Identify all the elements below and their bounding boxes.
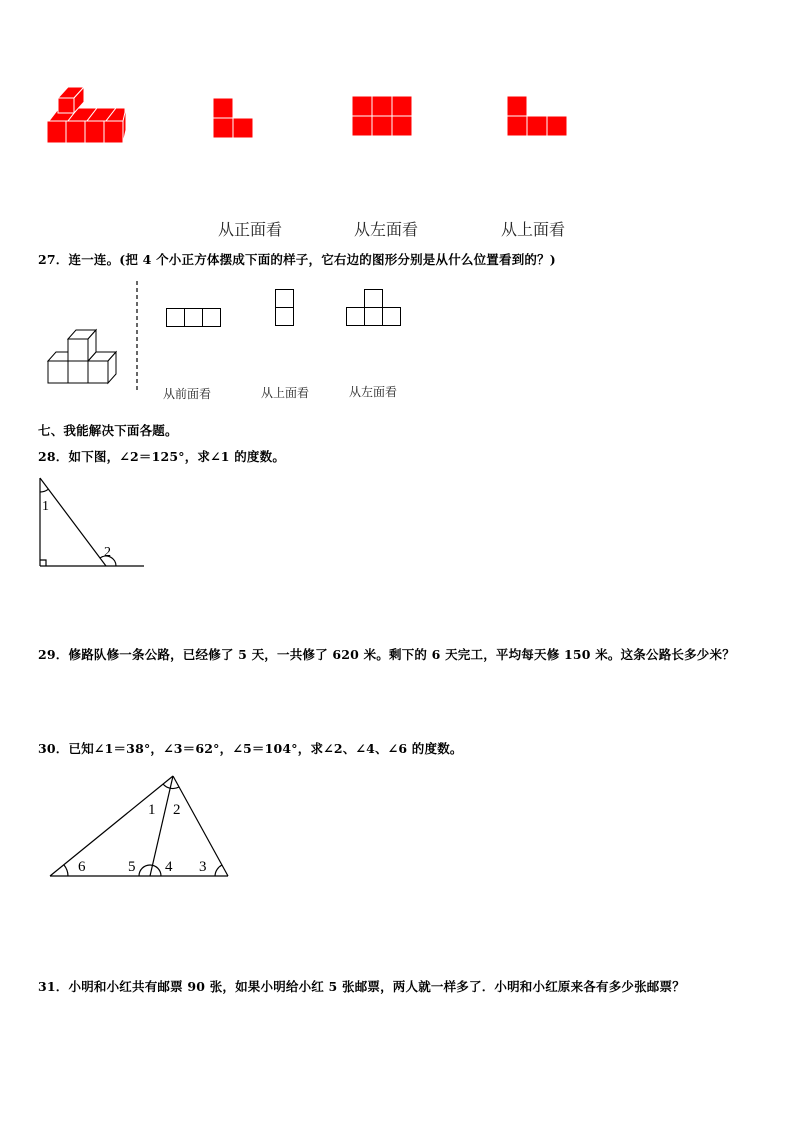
question-27: 27．连一连。(把 4 个小正方体摆成下面的样子，它右边的图形分别是从什么位置看到的？) [38, 252, 556, 267]
question-28: 28．如下图，∠2＝125°，求∠1 的度数。 [38, 449, 286, 464]
q27-divider [136, 281, 140, 391]
q27-label-left: 从左面看 [349, 385, 398, 399]
view-label-left: 从左面看 [354, 220, 419, 239]
q30-angle-2-label: 2 [173, 802, 181, 818]
red-cube-solid [44, 86, 128, 146]
q30-angle-6-label: 6 [78, 859, 86, 875]
view-label-top: 从上面看 [501, 220, 566, 239]
question-29: 29．修路队修一条公路，已经修了 5 天，一共修了 620 米。剩下的 6 天完工，平均每天修 150 米。这条公路长多少米？ [38, 647, 735, 662]
question-30: 30．已知∠1＝38°，∠3＝62°，∠5＝104°，求∠2、∠4、∠6 的度数。 [38, 741, 463, 756]
q27-view-two-stack [275, 289, 295, 327]
q30-angle-4-label: 4 [165, 859, 173, 875]
section-7-heading: 七、我能解决下面各题。 [38, 423, 178, 438]
q28-angle-2-label: 2 [104, 545, 111, 560]
red-top-view [507, 96, 569, 138]
q30-angle-3-label: 3 [199, 859, 207, 875]
q30-triangle-figure [46, 770, 236, 882]
q30-angle-1-label: 1 [148, 802, 156, 818]
q27-view-three-row [166, 308, 222, 328]
red-left-view [352, 96, 412, 138]
q27-view-t-shape [346, 289, 402, 327]
q30-angle-5-label: 5 [128, 859, 136, 875]
q27-label-front: 从前面看 [163, 387, 212, 401]
red-front-view [213, 98, 255, 138]
view-label-front: 从正面看 [218, 220, 283, 239]
q27-label-top: 从上面看 [261, 386, 310, 400]
q28-angle-1-label: 1 [42, 499, 49, 514]
q27-cube-stack [45, 326, 125, 386]
q28-right-triangle [36, 476, 148, 572]
question-31: 31．小明和小红共有邮票 90 张，如果小明给小红 5 张邮票，两人就一样多了．小明和小红原来各有多少张邮票？ [38, 979, 685, 994]
